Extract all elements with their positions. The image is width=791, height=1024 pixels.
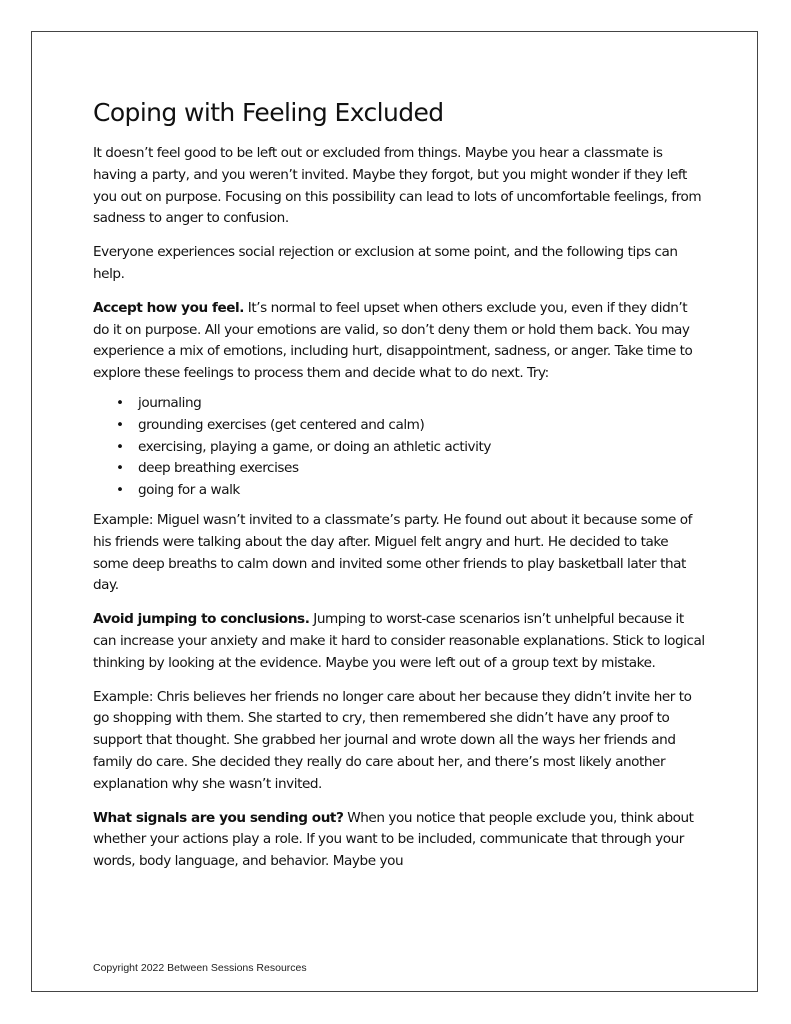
example-chris: Example: Chris believes her friends no longer care about her because they didn’t invite her to go shopping with them. She started to cry, then remembered she didn’t have any proof to support that thought. She grabbed her journal and wrote down all the ways her friends and family do care. She decided they really do care about her, and there’s most likely another explanation why she wasn’t invited. xyxy=(93,688,692,792)
list-item-text: journaling xyxy=(138,394,202,411)
section-accept-feelings xyxy=(93,298,705,385)
section-heading-accept: Accept how you feel. xyxy=(93,299,244,316)
list-item xyxy=(116,480,705,502)
example-miguel: Example: Miguel wasn’t invited to a classmate’s party. He found out about it because some of his friends were talking about the day after. Miguel felt angry and hurt. He decided to take some deep breaths to calm down and invited some other friends to play basketball later that day. xyxy=(93,511,692,594)
document-body xyxy=(93,97,705,885)
coping-tips-list xyxy=(93,393,705,502)
section-heading-signals: What signals are you sending out? xyxy=(93,809,344,826)
bullet-icon: • xyxy=(116,394,124,411)
list-item-text: grounding exercises (get centered and calm) xyxy=(138,416,425,433)
bullet-icon: • xyxy=(116,438,124,455)
list-item xyxy=(116,437,705,459)
list-item-text: exercising, playing a game, or doing an athletic activity xyxy=(138,438,491,455)
section-avoid-conclusions xyxy=(93,609,705,674)
section-body-accept: It’s normal to feel upset when others exclude you, even if they didn’t do it on purpose. All your emotions are valid, so don’t deny them or hold them back. You may experience a mix of emotions, including hurt, disappointment, sadness, or anger. Take time to explore these feelings to process them and decide what to do next. Try: xyxy=(93,299,693,382)
section-body-signals: When you notice that people exclude you, think about whether your actions play a role. If you want to be included, communicate that through your words, body language, and behavior. Maybe you xyxy=(93,809,694,870)
list-item xyxy=(116,393,705,415)
page-title: Coping with Feeling Excluded xyxy=(93,98,444,127)
list-item-text: deep breathing exercises xyxy=(138,460,299,477)
section-heading-avoid: Avoid jumping to conclusions. xyxy=(93,611,310,628)
section-signals xyxy=(93,808,705,873)
intro-paragraph-1: It doesn’t feel good to be left out or excluded from things. Maybe you hear a classmate is having a party, and you weren’t invited. Maybe they forgot, but you might wonder if they left you out on purpose. Focusing on this possibility can lead to lots of uncomfortable feelings, from sadness to anger to confusion. xyxy=(93,145,702,227)
list-item xyxy=(116,458,705,480)
copyright-footer: Copyright 2022 Between Sessions Resources xyxy=(93,962,307,974)
intro-paragraph-2: Everyone experiences social rejection or exclusion at some point, and the following tips can help. xyxy=(93,244,678,282)
bullet-icon: • xyxy=(116,460,124,477)
section-body-avoid: Jumping to worst-case scenarios isn’t unhelpful because it can increase your anxiety and make it hard to consider reasonable explanations. Stick to logical thinking by looking at the evidence. Maybe you were left out of a group text by mistake. xyxy=(93,611,705,671)
list-item xyxy=(116,415,705,437)
list-item-text: going for a walk xyxy=(138,482,240,499)
bullet-icon: • xyxy=(116,416,124,433)
bullet-icon: • xyxy=(116,482,124,499)
